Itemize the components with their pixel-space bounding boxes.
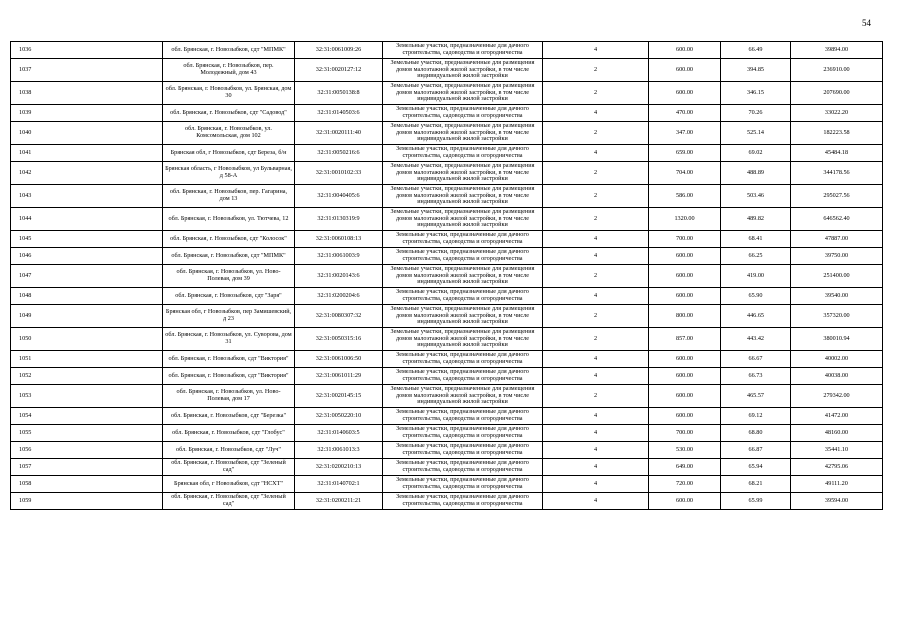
cadastral-number-cell: 32:31:0020111:40 [295, 122, 383, 145]
area-cell: 600.00 [649, 493, 721, 510]
area-cell: 600.00 [649, 408, 721, 425]
specific-value-cell: 66.87 [721, 442, 791, 459]
group-cell: 4 [543, 42, 649, 59]
cadastral-number-cell: 32:31:0200210:13 [295, 459, 383, 476]
area-cell: 600.00 [649, 288, 721, 305]
land-category-cell: Земельные участки, предназначенные для дачного строительства, садоводства и огородничества [383, 145, 543, 162]
area-cell: 800.00 [649, 305, 721, 328]
area-cell: 649.00 [649, 459, 721, 476]
row-number: 1056 [11, 442, 163, 459]
specific-value-cell: 465.57 [721, 385, 791, 408]
table-row [11, 305, 883, 328]
cadastral-number-cell: 32:31:0061003:9 [295, 248, 383, 265]
row-number: 1059 [11, 493, 163, 510]
land-category-cell: Земельные участки, предназначенные для дачного строительства, садоводства и огородничества [383, 459, 543, 476]
group-cell: 2 [543, 328, 649, 351]
cadastral-number-cell: 32:31:0061009:26 [295, 42, 383, 59]
cadastral-number-cell: 32:31:0061013:3 [295, 442, 383, 459]
cadastral-value-cell: 48160.00 [791, 425, 883, 442]
cadastral-value-cell: 380010.94 [791, 328, 883, 351]
group-cell: 2 [543, 305, 649, 328]
table-row [11, 105, 883, 122]
table-row [11, 385, 883, 408]
table-row [11, 208, 883, 231]
table-row [11, 459, 883, 476]
cadastral-value-cell: 39894.00 [791, 42, 883, 59]
cadastral-number-cell: 32:31:0061011:29 [295, 368, 383, 385]
group-cell: 2 [543, 185, 649, 208]
address-cell: обл. Брянская, г. Новозыбков, сдт "Виктория" [163, 368, 295, 385]
group-cell: 4 [543, 442, 649, 459]
row-number: 1054 [11, 408, 163, 425]
cadastral-number-cell: 32:31:0140503:6 [295, 105, 383, 122]
cadastral-number-cell: 32:31:0200211:21 [295, 493, 383, 510]
group-cell: 2 [543, 59, 649, 82]
table-row [11, 288, 883, 305]
table-row [11, 231, 883, 248]
table-row [11, 476, 883, 493]
land-category-cell: Земельные участки, предназначенные для дачного строительства, садоводства и огородничества [383, 42, 543, 59]
group-cell: 4 [543, 476, 649, 493]
address-cell: обл. Брянская, г. Новозыбков, пер. Гагарина, дом 13 [163, 185, 295, 208]
table-row [11, 408, 883, 425]
table-row [11, 493, 883, 510]
cadastral-value-cell: 251400.00 [791, 265, 883, 288]
table-row [11, 145, 883, 162]
address-cell: обл. Брянская, г. Новозыбков, сдт "Глобус" [163, 425, 295, 442]
row-number: 1036 [11, 42, 163, 59]
cadastral-number-cell: 32:31:0140702:1 [295, 476, 383, 493]
cadastral-value-cell: 207690.00 [791, 82, 883, 105]
row-number: 1045 [11, 231, 163, 248]
row-number: 1042 [11, 162, 163, 185]
page-number: 54 [862, 18, 871, 28]
cadastral-number-cell: 32:31:0040405:6 [295, 185, 383, 208]
land-category-cell: Земельные участки, предназначенные для дачного строительства, садоводства и огородничества [383, 105, 543, 122]
area-cell: 600.00 [649, 351, 721, 368]
address-cell: Брянская область, г Новозыбков, ул Бульварная, д 58-А [163, 162, 295, 185]
cadastral-value-table [10, 41, 883, 510]
cadastral-number-cell: 32:31:0020143:6 [295, 265, 383, 288]
table-row [11, 351, 883, 368]
specific-value-cell: 68.41 [721, 231, 791, 248]
land-category-cell: Земельные участки, предназначенные для размещения домов малоэтажной жилой застройки, в том числе индивидуальной жилой застройки [383, 185, 543, 208]
row-number: 1041 [11, 145, 163, 162]
cadastral-number-cell: 32:31:0050315:16 [295, 328, 383, 351]
land-category-cell: Земельные участки, предназначенные для размещения домов малоэтажной жилой застройки, в том числе индивидуальной жилой застройки [383, 385, 543, 408]
area-cell: 600.00 [649, 42, 721, 59]
cadastral-value-cell: 42795.06 [791, 459, 883, 476]
group-cell: 2 [543, 385, 649, 408]
land-category-cell: Земельные участки, предназначенные для дачного строительства, садоводства и огородничества [383, 351, 543, 368]
address-cell: обл. Брянская, г. Новозыбков, пер. Молодежный, дом 43 [163, 59, 295, 82]
row-number: 1044 [11, 208, 163, 231]
group-cell: 4 [543, 493, 649, 510]
row-number: 1058 [11, 476, 163, 493]
address-cell: обл. Брянская, г. Новозыбков, сдт "Садовод" [163, 105, 295, 122]
specific-value-cell: 68.80 [721, 425, 791, 442]
area-cell: 720.00 [649, 476, 721, 493]
specific-value-cell: 66.49 [721, 42, 791, 59]
group-cell: 4 [543, 145, 649, 162]
cadastral-value-cell: 344178.56 [791, 162, 883, 185]
area-cell: 600.00 [649, 368, 721, 385]
group-cell: 4 [543, 231, 649, 248]
group-cell: 4 [543, 105, 649, 122]
table-row [11, 425, 883, 442]
area-cell: 600.00 [649, 265, 721, 288]
cadastral-number-cell: 32:31:0050216:6 [295, 145, 383, 162]
area-cell: 659.00 [649, 145, 721, 162]
row-number: 1047 [11, 265, 163, 288]
cadastral-value-cell: 182223.58 [791, 122, 883, 145]
land-category-cell: Земельные участки, предназначенные для размещения домов малоэтажной жилой застройки, в том числе индивидуальной жилой застройки [383, 305, 543, 328]
area-cell: 1320.00 [649, 208, 721, 231]
cadastral-value-cell: 39594.00 [791, 493, 883, 510]
address-cell: обл. Брянская, г. Новозыбков, ул. Комсомольская, дом 102 [163, 122, 295, 145]
cadastral-value-cell: 45484.18 [791, 145, 883, 162]
group-cell: 2 [543, 162, 649, 185]
group-cell: 4 [543, 368, 649, 385]
address-cell: обл. Брянская, г. Новозыбков, сдт "Березка" [163, 408, 295, 425]
land-category-cell: Земельные участки, предназначенные для дачного строительства, садоводства и огородничества [383, 442, 543, 459]
cadastral-number-cell: 32:31:0130319:9 [295, 208, 383, 231]
land-category-cell: Земельные участки, предназначенные для дачного строительства, садоводства и огородничества [383, 288, 543, 305]
address-cell: обл. Брянская, г. Новозыбков, сдт "Луч" [163, 442, 295, 459]
cadastral-value-cell: 39540.00 [791, 288, 883, 305]
address-cell: обл. Брянская, г. Новозыбков, сдт "Зеленый сад" [163, 493, 295, 510]
address-cell: обл. Брянская, г. Новозыбков, ул. Тютчева, 12 [163, 208, 295, 231]
specific-value-cell: 66.73 [721, 368, 791, 385]
row-number: 1050 [11, 328, 163, 351]
specific-value-cell: 68.21 [721, 476, 791, 493]
group-cell: 2 [543, 265, 649, 288]
row-number: 1043 [11, 185, 163, 208]
area-cell: 700.00 [649, 231, 721, 248]
cadastral-number-cell: 32:31:0060108:13 [295, 231, 383, 248]
cadastral-number-cell: 32:31:0020127:12 [295, 59, 383, 82]
cadastral-value-cell: 646562.40 [791, 208, 883, 231]
group-cell: 4 [543, 425, 649, 442]
row-number: 1049 [11, 305, 163, 328]
cadastral-value-cell: 33022.20 [791, 105, 883, 122]
specific-value-cell: 503.46 [721, 185, 791, 208]
row-number: 1039 [11, 105, 163, 122]
row-number: 1052 [11, 368, 163, 385]
row-number: 1037 [11, 59, 163, 82]
cadastral-number-cell: 32:31:0020145:15 [295, 385, 383, 408]
cadastral-number-cell: 32:31:0080307:32 [295, 305, 383, 328]
table-body [11, 42, 883, 510]
specific-value-cell: 65.94 [721, 459, 791, 476]
land-category-cell: Земельные участки, предназначенные для дачного строительства, садоводства и огородничества [383, 493, 543, 510]
address-cell: обл. Брянская, г. Новозыбков, ул. Ново-Полевая, дом 17 [163, 385, 295, 408]
specific-value-cell: 65.99 [721, 493, 791, 510]
row-number: 1053 [11, 385, 163, 408]
group-cell: 2 [543, 208, 649, 231]
cadastral-value-cell: 49111.20 [791, 476, 883, 493]
cadastral-number-cell: 32:31:0050138:8 [295, 82, 383, 105]
land-category-cell: Земельные участки, предназначенные для размещения домов малоэтажной жилой застройки, в том числе индивидуальной жилой застройки [383, 162, 543, 185]
address-cell: обл. Брянская, г. Новозыбков, сдт "Виктория" [163, 351, 295, 368]
land-category-cell: Земельные участки, предназначенные для дачного строительства, садоводства и огородничества [383, 368, 543, 385]
address-cell: Брянская обл, г Новозыбков, сдт Береза, б/н [163, 145, 295, 162]
area-cell: 700.00 [649, 425, 721, 442]
group-cell: 4 [543, 288, 649, 305]
table-row [11, 185, 883, 208]
cadastral-value-cell: 39750.00 [791, 248, 883, 265]
area-cell: 470.00 [649, 105, 721, 122]
address-cell: Брянская обл, г Новозыбков, сдт "НСХТ" [163, 476, 295, 493]
row-number: 1055 [11, 425, 163, 442]
table-row [11, 442, 883, 459]
area-cell: 600.00 [649, 248, 721, 265]
land-category-cell: Земельные участки, предназначенные для размещения домов малоэтажной жилой застройки, в том числе индивидуальной жилой застройки [383, 208, 543, 231]
area-cell: 600.00 [649, 385, 721, 408]
cadastral-number-cell: 32:31:0061006:50 [295, 351, 383, 368]
specific-value-cell: 69.12 [721, 408, 791, 425]
area-cell: 530.00 [649, 442, 721, 459]
group-cell: 4 [543, 459, 649, 476]
table-row [11, 265, 883, 288]
land-category-cell: Земельные участки, предназначенные для размещения домов малоэтажной жилой застройки, в том числе индивидуальной жилой застройки [383, 59, 543, 82]
specific-value-cell: 488.89 [721, 162, 791, 185]
group-cell: 2 [543, 82, 649, 105]
land-category-cell: Земельные участки, предназначенные для дачного строительства, садоводства и огородничества [383, 425, 543, 442]
address-cell: обл. Брянская, г. Новозыбков, сдт "Зеленый сад" [163, 459, 295, 476]
land-category-cell: Земельные участки, предназначенные для дачного строительства, садоводства и огородничества [383, 408, 543, 425]
table-row [11, 248, 883, 265]
land-category-cell: Земельные участки, предназначенные для размещения домов малоэтажной жилой застройки, в том числе индивидуальной жилой застройки [383, 328, 543, 351]
address-cell: обл. Брянская, г. Новозыбков, сдт "Заря" [163, 288, 295, 305]
area-cell: 586.00 [649, 185, 721, 208]
area-cell: 704.00 [649, 162, 721, 185]
cadastral-number-cell: 32:31:0200204:6 [295, 288, 383, 305]
land-category-cell: Земельные участки, предназначенные для размещения домов малоэтажной жилой застройки, в том числе индивидуальной жилой застройки [383, 265, 543, 288]
specific-value-cell: 66.25 [721, 248, 791, 265]
cadastral-value-cell: 295027.56 [791, 185, 883, 208]
table-row [11, 42, 883, 59]
area-cell: 857.00 [649, 328, 721, 351]
specific-value-cell: 66.67 [721, 351, 791, 368]
address-cell: обл. Брянская, г. Новозыбков, ул. Ново-Полевая, дом 39 [163, 265, 295, 288]
land-category-cell: Земельные участки, предназначенные для дачного строительства, садоводства и огородничества [383, 476, 543, 493]
specific-value-cell: 489.82 [721, 208, 791, 231]
row-number: 1051 [11, 351, 163, 368]
land-category-cell: Земельные участки, предназначенные для дачного строительства, садоводства и огородничества [383, 231, 543, 248]
land-category-cell: Земельные участки, предназначенные для дачного строительства, садоводства и огородничества [383, 248, 543, 265]
area-cell: 600.00 [649, 82, 721, 105]
cadastral-value-cell: 357320.00 [791, 305, 883, 328]
cadastral-number-cell: 32:31:0010102:33 [295, 162, 383, 185]
land-category-cell: Земельные участки, предназначенные для размещения домов малоэтажной жилой застройки, в том числе индивидуальной жилой застройки [383, 82, 543, 105]
row-number: 1046 [11, 248, 163, 265]
specific-value-cell: 69.02 [721, 145, 791, 162]
specific-value-cell: 346.15 [721, 82, 791, 105]
area-cell: 600.00 [649, 59, 721, 82]
table-row [11, 328, 883, 351]
group-cell: 2 [543, 122, 649, 145]
specific-value-cell: 394.85 [721, 59, 791, 82]
group-cell: 4 [543, 408, 649, 425]
row-number: 1040 [11, 122, 163, 145]
specific-value-cell: 443.42 [721, 328, 791, 351]
cadastral-number-cell: 32:31:0050220:10 [295, 408, 383, 425]
cadastral-value-cell: 40038.00 [791, 368, 883, 385]
cadastral-value-cell: 279342.00 [791, 385, 883, 408]
cadastral-value-cell: 236910.00 [791, 59, 883, 82]
table-row [11, 122, 883, 145]
cadastral-value-cell: 41472.00 [791, 408, 883, 425]
group-cell: 4 [543, 248, 649, 265]
row-number: 1048 [11, 288, 163, 305]
address-cell: обл. Брянская, г. Новозыбков, ул. Брянская, дом 30 [163, 82, 295, 105]
table-row [11, 82, 883, 105]
row-number: 1038 [11, 82, 163, 105]
specific-value-cell: 525.14 [721, 122, 791, 145]
table-row [11, 368, 883, 385]
address-cell: обл. Брянская, г. Новозыбков, сдт "Колосок" [163, 231, 295, 248]
table-row [11, 59, 883, 82]
cadastral-value-cell: 40002.00 [791, 351, 883, 368]
area-cell: 347.00 [649, 122, 721, 145]
address-cell: обл. Брянская, г. Новозыбков, сдт "МПМК" [163, 42, 295, 59]
table-row [11, 162, 883, 185]
specific-value-cell: 419.00 [721, 265, 791, 288]
land-category-cell: Земельные участки, предназначенные для размещения домов малоэтажной жилой застройки, в том числе индивидуальной жилой застройки [383, 122, 543, 145]
cadastral-value-cell: 47887.00 [791, 231, 883, 248]
cadastral-value-cell: 35441.10 [791, 442, 883, 459]
cadastral-number-cell: 32:31:0140603:5 [295, 425, 383, 442]
group-cell: 4 [543, 351, 649, 368]
address-cell: обл. Брянская, г. Новозыбков, ул. Суворова, дом 31 [163, 328, 295, 351]
specific-value-cell: 65.90 [721, 288, 791, 305]
specific-value-cell: 446.65 [721, 305, 791, 328]
specific-value-cell: 70.26 [721, 105, 791, 122]
address-cell: Брянская обл, г Новозыбков, пер Замишевский, д 23 [163, 305, 295, 328]
row-number: 1057 [11, 459, 163, 476]
address-cell: обл. Брянская, г. Новозыбков, сдт "МПМК" [163, 248, 295, 265]
